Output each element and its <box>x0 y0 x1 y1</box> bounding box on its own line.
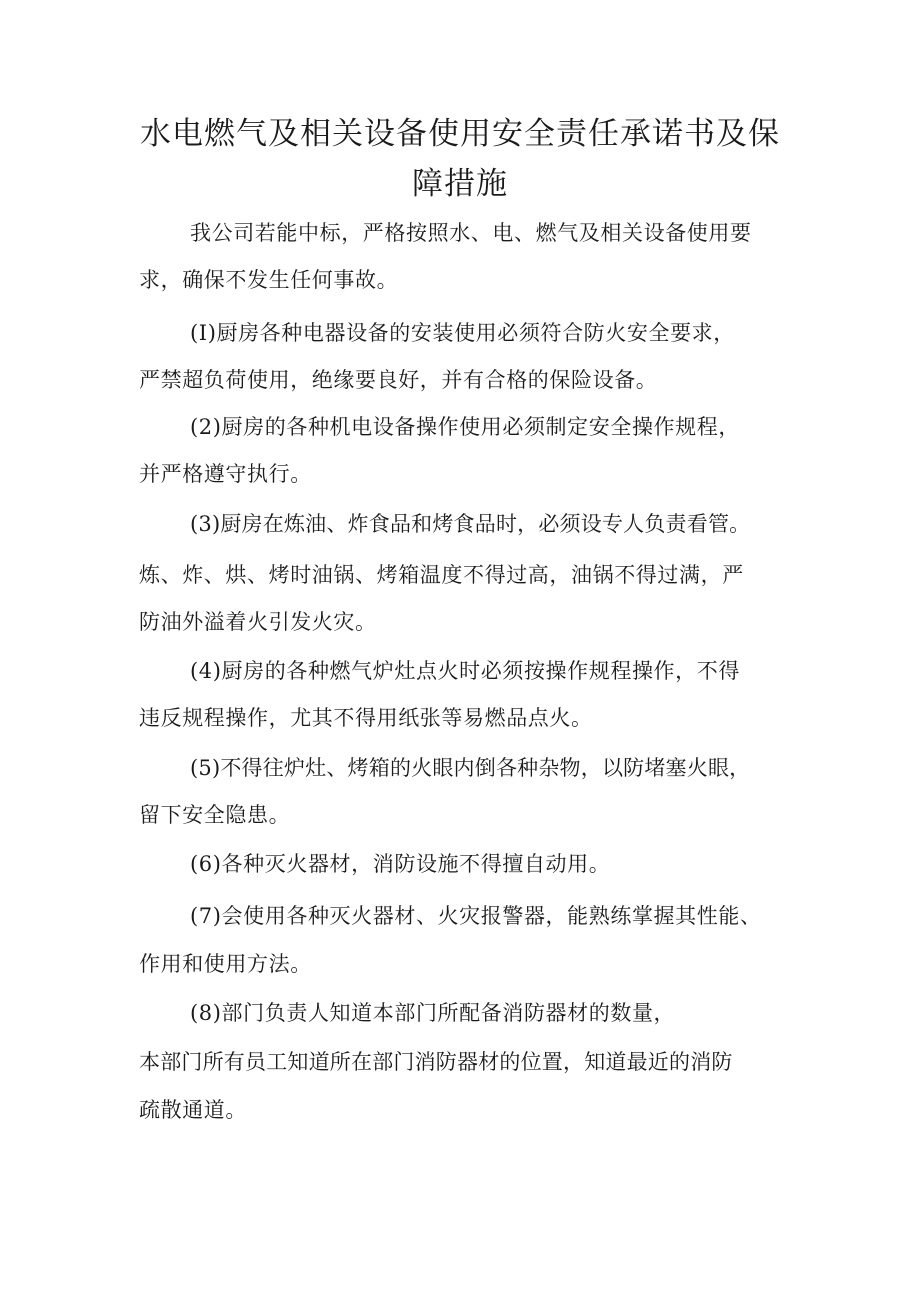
item-7-line-2: 作用和使用方法。 <box>139 952 312 976</box>
item-4-line-1: (4)厨房的各种燃气炉灶点火时必须按操作规程操作，不得 <box>190 659 740 683</box>
document-title-line-1: 水电燃气及相关设备使用安全责任承诺书及保 <box>140 116 780 152</box>
item-2-line-2: 并严格遵守执行。 <box>139 462 312 486</box>
paragraph-intro-line-1: 我公司若能中标，严格按照水、电、燃气及相关设备使用要 <box>190 221 752 245</box>
item-1-line-2: 严禁超负荷使用，绝缘要良好，并有合格的保险设备。 <box>139 368 658 392</box>
item-6-line-1: (6)各种灭火器材，消防设施不得擅自动用。 <box>190 852 611 876</box>
item-7-line-1: (7)会使用各种灭火器材、火灾报警器，能熟练掌握其性能、 <box>190 904 762 928</box>
item-5-line-2: 留下安全隐患。 <box>139 803 291 827</box>
item-3-line-2: 炼、炸、烘、烤时油锅、烤箱温度不得过高，油锅不得过满，严 <box>139 563 744 587</box>
item-1-line-1: (I)厨房各种电器设备的安装使用必须符合防火安全要求， <box>190 321 735 345</box>
item-5-line-1: (5)不得往炉灶、烤箱的火眼内倒各种杂物，以防堵塞火眼， <box>190 756 751 780</box>
item-2-line-1: (2)厨房的各种机电设备操作使用必须制定安全操作规程， <box>190 415 740 439</box>
paragraph-intro-line-2: 求，确保不发生任何事故。 <box>139 268 399 292</box>
item-8-line-2: 本部门所有员工知道所在部门消防器材的位置，知道最近的消防 <box>139 1050 733 1074</box>
item-8-line-1: (8)部门负责人知道本部门所配备消防器材的数量， <box>190 1001 676 1025</box>
item-3-line-3: 防油外溢着火引发火灾。 <box>139 610 377 634</box>
item-4-line-2: 违反规程操作，尤其不得用纸张等易燃品点火。 <box>139 706 593 730</box>
item-8-line-3: 疏散通道。 <box>139 1098 247 1122</box>
item-3-line-1: (3)厨房在炼油、炸食品和烤食品时，必须设专人负责看管。 <box>190 512 751 536</box>
document-title-line-2: 障措施 <box>412 166 508 202</box>
